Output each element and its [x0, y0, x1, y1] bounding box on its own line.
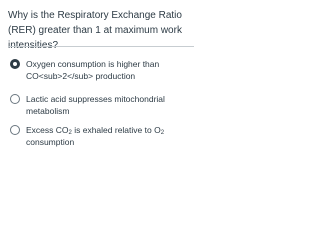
answer-option-line-1: Lactic acid suppresses mitochondrial: [26, 94, 165, 104]
radio-button[interactable]: [10, 94, 20, 104]
answer-option-label: [26, 93, 192, 117]
answer-option-1[interactable]: [10, 58, 194, 82]
divider: [8, 46, 194, 47]
radio-button[interactable]: [10, 125, 20, 135]
answer-option-line-2: consumption: [26, 137, 75, 147]
answer-option-3[interactable]: [10, 124, 194, 148]
answer-option-label: [26, 124, 192, 148]
answer-option-line-2: metabolism: [26, 106, 70, 116]
answer-option-label: [26, 58, 192, 82]
question-text: Why is the Respiratory Exchange Ratio (RER) greater than 1 at maximum work: [8, 10, 182, 36]
radio-button-selected[interactable]: [10, 59, 20, 69]
answer-option-2[interactable]: [10, 93, 194, 117]
answer-option-line-1: Oxygen consumption is higher than: [26, 59, 160, 69]
answer-option-line-1: Excess $CO_2$ is exhaled relative to $O_2$: [26, 125, 165, 136]
answer-option-line-2: CO<sub>2</sub> production: [26, 71, 136, 81]
